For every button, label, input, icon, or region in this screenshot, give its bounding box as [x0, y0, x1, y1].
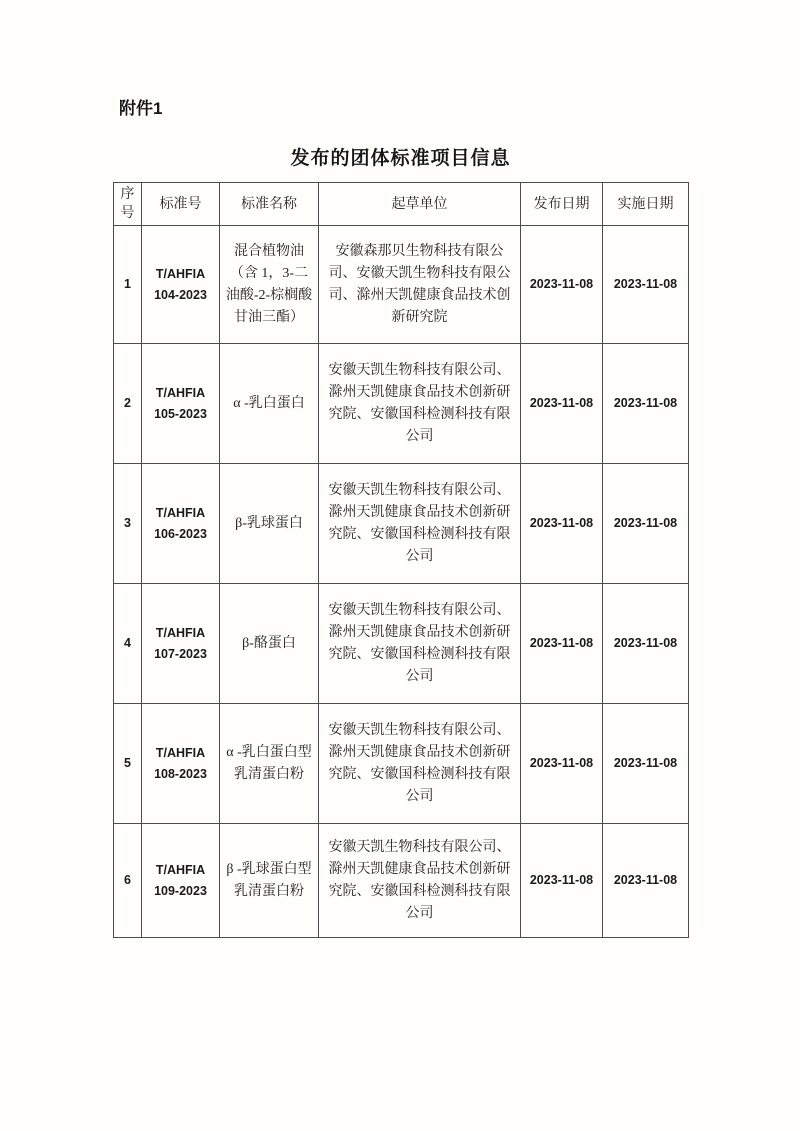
cell-implement-date: 2023-11-08: [603, 464, 689, 584]
cell-standard-name: β -乳球蛋白型乳清蛋白粉: [220, 824, 319, 938]
cell-publish-date: 2023-11-08: [521, 824, 603, 938]
cell-drafting-unit: 安徽天凯生物科技有限公司、滁州天凯健康食品技术创新研究院、安徽国科检测科技有限公司: [319, 344, 521, 464]
table-row: [114, 344, 689, 464]
cell-serial-no: 1: [114, 226, 142, 344]
cell-drafting-unit: 安徽天凯生物科技有限公司、滁州天凯健康食品技术创新研究院、安徽国科检测科技有限公司: [319, 704, 521, 824]
cell-standard-name: 混合植物油（含 1，3-二油酸-2-棕榈酸甘油三酯）: [220, 226, 319, 344]
cell-drafting-unit: 安徽天凯生物科技有限公司、滁州天凯健康食品技术创新研究院、安徽国科检测科技有限公司: [319, 584, 521, 704]
table-row: [114, 704, 689, 824]
cell-implement-date: 2023-11-08: [603, 344, 689, 464]
cell-standard-name: α -乳白蛋白: [220, 344, 319, 464]
cell-implement-date: 2023-11-08: [603, 824, 689, 938]
header-serial-no: 序号: [114, 183, 142, 226]
cell-serial-no: 5: [114, 704, 142, 824]
cell-standard-no: T/AHFIA 109-2023: [142, 824, 220, 938]
cell-standard-no: T/AHFIA 108-2023: [142, 704, 220, 824]
header-implement-date: 实施日期: [603, 183, 689, 226]
cell-drafting-unit: 安徽森那贝生物科技有限公司、安徽天凯生物科技有限公司、滁州天凯健康食品技术创新研究院: [319, 226, 521, 344]
cell-standard-no: T/AHFIA 107-2023: [142, 584, 220, 704]
cell-publish-date: 2023-11-08: [521, 704, 603, 824]
table-row: [114, 226, 689, 344]
cell-publish-date: 2023-11-08: [521, 226, 603, 344]
table-row: [114, 464, 689, 584]
page-title: 发布的团体标准项目信息: [290, 148, 511, 169]
cell-drafting-unit: 安徽天凯生物科技有限公司、滁州天凯健康食品技术创新研究院、安徽国科检测科技有限公司: [319, 464, 521, 584]
cell-standard-name: β-酪蛋白: [220, 584, 319, 704]
cell-standard-no: T/AHFIA 104-2023: [142, 226, 220, 344]
cell-standard-no: T/AHFIA 106-2023: [142, 464, 220, 584]
table-row: [114, 824, 689, 938]
header-publish-date: 发布日期: [521, 183, 603, 226]
header-standard-no: 标准号: [142, 183, 220, 226]
cell-standard-name: β-乳球蛋白: [220, 464, 319, 584]
cell-publish-date: 2023-11-08: [521, 584, 603, 704]
cell-implement-date: 2023-11-08: [603, 704, 689, 824]
cell-drafting-unit: 安徽天凯生物科技有限公司、滁州天凯健康食品技术创新研究院、安徽国科检测科技有限公司: [319, 824, 521, 938]
cell-serial-no: 2: [114, 344, 142, 464]
table-row: [114, 584, 689, 704]
standards-table: [113, 182, 689, 938]
header-drafting-unit: 起草单位: [319, 183, 521, 226]
table-header-row: [114, 183, 689, 226]
cell-standard-no: T/AHFIA 105-2023: [142, 344, 220, 464]
cell-implement-date: 2023-11-08: [603, 226, 689, 344]
cell-standard-name: α -乳白蛋白型乳清蛋白粉: [220, 704, 319, 824]
cell-publish-date: 2023-11-08: [521, 344, 603, 464]
attachment-label: 附件1: [119, 99, 163, 118]
header-standard-name: 标准名称: [220, 183, 319, 226]
cell-serial-no: 6: [114, 824, 142, 938]
cell-publish-date: 2023-11-08: [521, 464, 603, 584]
cell-implement-date: 2023-11-08: [603, 584, 689, 704]
cell-serial-no: 4: [114, 584, 142, 704]
cell-serial-no: 3: [114, 464, 142, 584]
